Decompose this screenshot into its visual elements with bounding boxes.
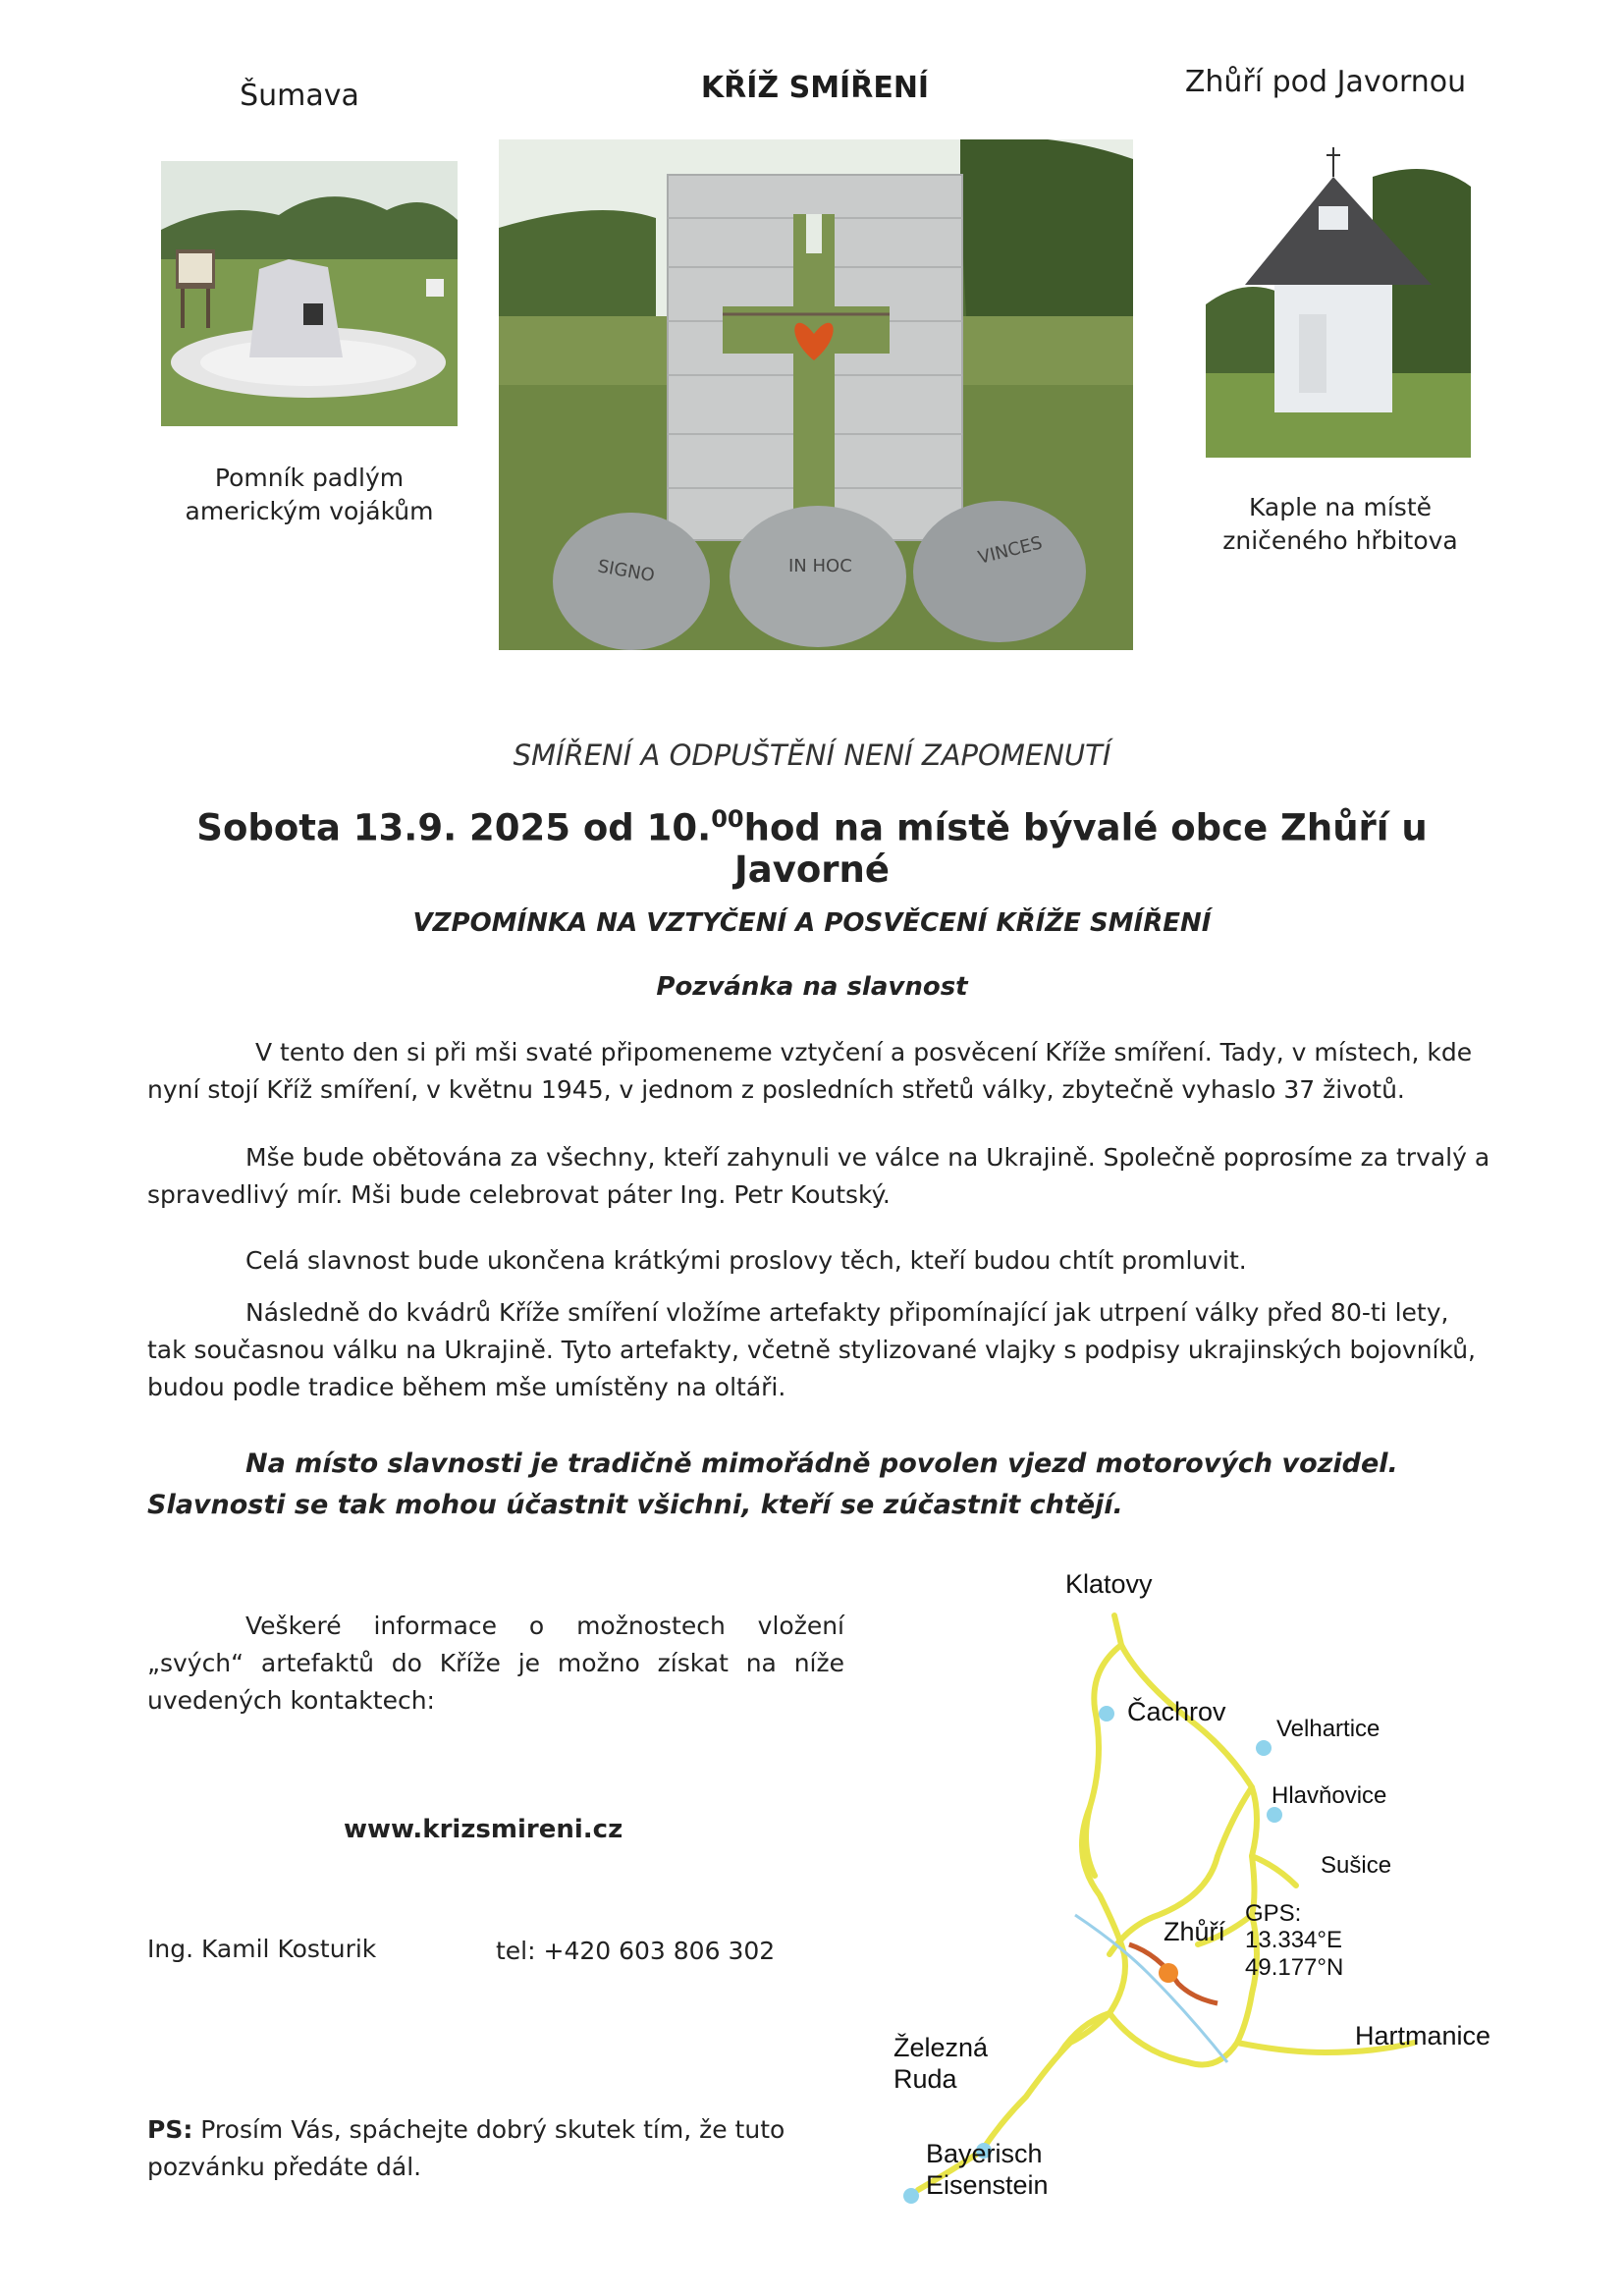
stone-inscription-signo: SIGNO — [596, 556, 657, 587]
map-label-susice: Sušice — [1321, 1852, 1392, 1879]
monument-caption — [147, 462, 471, 528]
map-label-eisenstein: Eisenstein — [926, 2170, 1049, 2200]
contact-person: Ing. Kamil Kosturik — [147, 1935, 377, 1963]
chapel-caption-line-1: Kaple na místě — [1248, 493, 1433, 521]
cachrov-marker — [1099, 1706, 1114, 1722]
center-title: KŘÍŽ SMÍŘENÍ — [700, 71, 930, 105]
motto: SMÍŘENÍ A ODPUŠTĚNÍ NENÍ ZAPOMENUTÍ — [513, 738, 1111, 772]
map-label-ruda: Ruda — [893, 2064, 957, 2094]
event-date-line — [118, 805, 1506, 891]
paragraph-2: Mše bude obětována za všechny, kteří zahynuli ve válce na Ukrajině. Společně poprosíme za trvalý a spravedlivý mír. Mši bude celebrovat páter Ing. Petr Koutský. — [147, 1143, 1490, 1209]
stone-inscription-vinces: VINCES — [976, 532, 1045, 569]
map-label-hlavnovice: Hlavňovice — [1272, 1782, 1387, 1809]
map-label-hartmanice: Hartmanice — [1355, 2021, 1491, 2050]
left-title: Šumava — [240, 79, 359, 113]
stone-inscription-in-hoc: IN HOC — [788, 556, 852, 576]
velhartice-marker — [1256, 1740, 1272, 1756]
chapel-photo — [1206, 137, 1471, 458]
chapel-caption-line-2: zničeného hřbitova — [1222, 526, 1458, 555]
event-date-minutes: 00 — [711, 805, 744, 833]
map-label-zelezna: Železná — [893, 2033, 989, 2062]
map-label-velhartice: Velhartice — [1276, 1716, 1380, 1742]
cross-photo — [499, 139, 1133, 650]
ps-note — [147, 2111, 815, 2186]
paragraph-3: Celá slavnost bude ukončena krátkými proslovy těch, kteří budou chtít promluvit. — [245, 1246, 1247, 1275]
paragraph-4: Následně do kvádrů Kříže smíření vložíme artefakty připomínající jak utrpení války před 80-ti lety, tak současnou válku na Ukrajině. Tyto artefakty, včetně stylizované vlajky s podpisy ukrajinských bojovníků, budou podle tradice během mše umístěny na oltáři. — [147, 1298, 1477, 1401]
map-label-zhuri: Zhůří — [1164, 1917, 1226, 1946]
contact-phone: tel: +420 603 806 302 — [496, 1937, 776, 1965]
event-date-part1: Sobota 13.9. 2025 od 10. — [196, 806, 712, 849]
invitation-heading: Pozvánka na slavnost — [656, 972, 968, 1002]
zhuri-site-marker — [1159, 1963, 1178, 1983]
bayerisch-eisenstein-marker — [903, 2188, 919, 2204]
vehicle-notice: Na místo slavnosti je tradičně mimořádně povolen vjezd motorových vozidel. Slavnosti se tak mohou účastnit všichni, kteří se zúčastnit chtějí. — [147, 1449, 1398, 1520]
contact-info: Veškeré informace o možnostech vložení „svých“ artefaktů do Kříže je možno získat na níže uvedených kontaktech: — [147, 1612, 844, 1715]
location-map — [864, 1561, 1551, 2249]
map-label-gps: GPS: — [1245, 1900, 1302, 1927]
monument-caption-line-2: americkým vojákům — [185, 497, 434, 525]
event-date-part2: hod na místě bývalé obce Zhůří u Javorné — [734, 806, 1428, 892]
map-label-gps-n: 49.177°N — [1245, 1954, 1344, 1981]
subheading: VZPOMÍNKA NA VZTYČENÍ A POSVĚCENÍ KŘÍŽE SMÍŘENÍ — [412, 908, 1212, 938]
paragraph-1: V tento den si při mši svaté připomeneme vztyčení a posvěcení Kříže smíření. Tady, v místech, kde nyní stojí Kříž smíření, v květnu 1945, v jednom z posledních střetů války, zbytečně vyhaslo 37 životů. — [147, 1038, 1473, 1104]
website-link[interactable]: www.krizsmireni.cz — [344, 1815, 623, 1844]
monument-photo — [161, 161, 458, 426]
ps-text: Prosím Vás, spáchejte dobrý skutek tím, že tuto pozvánku předáte dál. — [147, 2115, 785, 2181]
chapel-caption — [1173, 491, 1507, 558]
right-title: Zhůří pod Javornou — [1184, 65, 1467, 99]
map-label-bayerisch: Bayerisch — [926, 2139, 1043, 2168]
ps-label: PS: — [147, 2115, 193, 2144]
map-label-klatovy: Klatovy — [1065, 1569, 1153, 1599]
map-label-cachrov: Čachrov — [1127, 1697, 1226, 1726]
map-label-gps-e: 13.334°E — [1245, 1927, 1343, 1953]
monument-caption-line-1: Pomník padlým — [214, 464, 405, 492]
